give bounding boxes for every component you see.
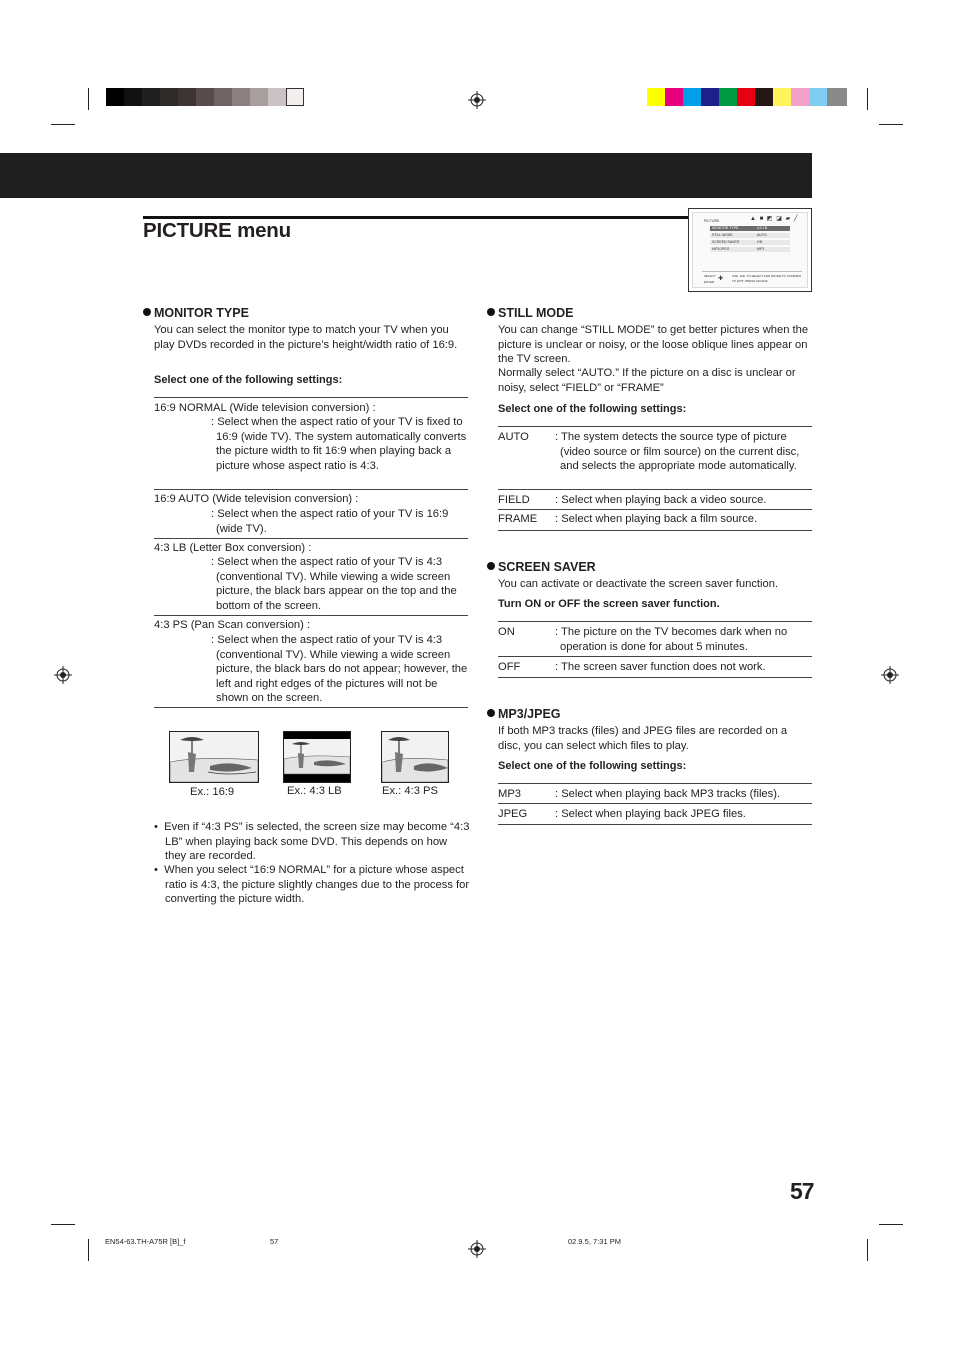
example-16-9-caption: Ex.: 16:9 — [190, 786, 235, 798]
jpeg-desc: : Select when playing back JPEG files. — [555, 808, 746, 820]
osd-row: STILL MODE AUTO — [710, 233, 790, 238]
jpeg-key: JPEG — [498, 808, 528, 820]
option-16-9-normal-head: 16:9 NORMAL (Wide television conversion) : — [154, 402, 376, 414]
table-rule — [154, 538, 468, 539]
still-mode-intro: You can change “STILL MODE” to get better pictures when the picture is unclear or noisy, or the loose oblique lines appear on the TV screen. — [498, 324, 809, 365]
screen-saver-on-desc: : The picture on the TV becomes dark when no operation is done for about 5 minutes. — [555, 626, 788, 653]
option-4-3-lb-desc: : Select when the aspect ratio of your TV is 4:3 (conventional TV). While viewing a wide screen picture, the black bars appear on the top and the bottom of the screen. — [211, 556, 457, 612]
color-swatch — [791, 88, 809, 106]
beach-scene-icon — [170, 732, 258, 782]
color-swatch — [773, 88, 791, 106]
table-rule — [498, 656, 812, 657]
table-rule — [498, 783, 812, 784]
screen-saver-heading: SCREEN SAVER — [487, 560, 596, 574]
page-number: 57 — [790, 1178, 814, 1204]
gray-swatch — [214, 88, 232, 106]
screen-saver-on-key: ON — [498, 626, 515, 638]
example-4-3-lb-image — [283, 731, 351, 783]
table-rule — [498, 509, 812, 510]
monitor-type-select-label: Select one of the following settings: — [154, 374, 343, 386]
crop-mark — [51, 124, 75, 125]
table-rule — [154, 397, 468, 398]
gray-swatch — [232, 88, 250, 106]
crop-mark — [879, 1224, 903, 1225]
table-rule — [498, 824, 812, 825]
gray-swatch — [124, 88, 142, 106]
table-rule — [498, 426, 812, 427]
page-title: PICTURE menu — [143, 219, 291, 242]
gray-swatch — [196, 88, 214, 106]
option-4-3-lb-head: 4:3 LB (Letter Box conversion) : — [154, 542, 312, 554]
osd-row: SCREEN SAVER ON — [710, 240, 790, 245]
example-4-3-ps-image — [381, 731, 449, 783]
osd-icons: ▲ ■ ◩ ◪ ▰ ╱ — [750, 216, 799, 222]
crop-mark — [88, 1239, 89, 1261]
still-mode-auto-desc: : The system detects the source type of picture (video source or film source) on the current disc, and selects the appropriate mode automatically. — [555, 431, 800, 472]
table-rule — [498, 677, 812, 678]
example-4-3-lb-caption: Ex.: 4:3 LB — [287, 785, 342, 797]
option-4-3-ps-head: 4:3 PS (Pan Scan conversion) : — [154, 619, 311, 631]
mp3-key: MP3 — [498, 788, 522, 800]
table-rule — [498, 489, 812, 490]
gray-swatch — [250, 88, 268, 106]
bullet-icon — [487, 562, 495, 570]
crop-mark — [51, 1224, 75, 1225]
gray-swatch — [106, 88, 124, 106]
footer-date: 02.9.5, 7:31 PM — [568, 1237, 621, 1246]
mp3-jpeg-heading: MP3/JPEG — [487, 707, 561, 721]
gray-swatch — [178, 88, 196, 106]
still-mode-heading: STILL MODE — [487, 306, 573, 320]
still-mode-frame-key: FRAME — [498, 513, 538, 525]
note-item: • When you select “16:9 NORMAL” for a picture whose aspect ratio is 4:3, the picture slightly changes due to the process for converting the picture width. — [154, 864, 470, 905]
screen-saver-intro: You can activate or deactivate the screen saver function. — [498, 578, 779, 590]
screen-saver-off-desc: : The screen saver function does not work. — [555, 661, 766, 673]
crop-mark — [88, 88, 89, 110]
beach-scene-icon — [284, 732, 350, 782]
example-16-9-image — [169, 731, 259, 783]
option-16-9-auto-head: 16:9 AUTO (Wide television conversion) : — [154, 493, 359, 505]
table-rule — [498, 803, 812, 804]
color-swatch — [755, 88, 773, 106]
still-mode-frame-desc: : Select when playing back a film source. — [555, 513, 758, 525]
screen-saver-select-label: Turn ON or OFF the screen saver function. — [498, 598, 720, 610]
screen-saver-off-key: OFF — [498, 661, 521, 673]
registration-mark-icon — [54, 666, 72, 684]
crop-mark — [879, 124, 903, 125]
mp3-desc: : Select when playing back MP3 tracks (files). — [555, 788, 781, 800]
gray-swatch — [268, 88, 286, 106]
still-mode-intro-2: Normally select “AUTO.” If the picture on a disc is unclear or noisy, select “FIELD” or “FRAME” — [498, 367, 796, 394]
mp3-jpeg-select-label: Select one of the following settings: — [498, 760, 687, 772]
osd-row: MONITOR TYPE 4:3 LB — [710, 226, 790, 231]
option-16-9-auto-desc: : Select when the aspect ratio of your TV is 16:9 (wide TV). — [211, 508, 449, 535]
crop-mark — [867, 88, 868, 110]
color-swatch — [737, 88, 755, 106]
still-mode-field-desc: : Select when playing back a video source. — [555, 494, 767, 506]
table-rule — [498, 621, 812, 622]
table-rule — [498, 530, 812, 531]
option-4-3-ps-desc: : Select when the aspect ratio of your TV is 4:3 (conventional TV). While viewing a wide screen picture, the black bars do not appear; however, the left and right edges of the pictures will not be shown on the screen. — [211, 634, 468, 704]
still-mode-select-label: Select one of the following settings: — [498, 403, 687, 415]
color-swatch — [827, 88, 847, 106]
footer-page: 57 — [270, 1237, 279, 1246]
color-swatch — [809, 88, 827, 106]
color-swatch — [719, 88, 737, 106]
color-swatch — [683, 88, 701, 106]
osd-title: PICTURE — [704, 219, 720, 223]
registration-mark-icon — [468, 91, 486, 109]
bullet-icon — [487, 709, 495, 717]
note-item: • Even if “4:3 PS” is selected, the screen size may become “4:3 LB” when playing back some DVD. This depends on how they are recorded. — [154, 821, 470, 862]
osd-menu-screenshot: ▲ ■ ◩ ◪ ▰ ╱ PICTURE MONITOR TYPE 4:3 LB STILL MODE AUTO SCREEN SAVER ON MP3/JPEG MP3 SELECT ENTER ✚ USE ◄/► TO SELECT AND ENTER TO CONFIRM TO EXIT, PRESS CHOICE — [688, 208, 812, 292]
header-bar — [0, 153, 812, 198]
table-rule — [154, 707, 468, 708]
still-mode-field-key: FIELD — [498, 494, 530, 506]
crop-mark — [867, 1239, 868, 1261]
osd-dpad-icon: ✚ — [718, 276, 724, 282]
osd-footer-divider — [702, 271, 802, 272]
bullet-icon — [487, 308, 495, 316]
color-swatch — [701, 88, 719, 106]
footer-file: EN54-63.TH-A75R [B]_f — [105, 1237, 186, 1246]
option-16-9-normal-desc: : Select when the aspect ratio of your TV is fixed to 16:9 (wide TV). The system automatically converts the picture width to fit 16:9 when playing back a picture whose aspect ratio is 4:3. — [211, 416, 467, 472]
monitor-type-heading: MONITOR TYPE — [143, 306, 249, 320]
still-mode-auto-key: AUTO — [498, 431, 529, 443]
gray-swatch — [160, 88, 178, 106]
registration-mark-icon — [468, 1240, 486, 1258]
osd-row: MP3/JPEG MP3 — [710, 247, 790, 252]
registration-mark-icon — [881, 666, 899, 684]
bullet-icon — [143, 308, 151, 316]
color-swatch — [647, 88, 665, 106]
gray-swatch — [142, 88, 160, 106]
table-rule — [154, 489, 468, 490]
mp3-jpeg-intro: If both MP3 tracks (files) and JPEG files are recorded on a disc, you can select which files to play. — [498, 725, 788, 752]
example-4-3-ps-caption: Ex.: 4:3 PS — [382, 785, 438, 797]
color-swatch — [665, 88, 683, 106]
table-rule — [154, 615, 468, 616]
beach-scene-icon — [382, 732, 448, 782]
gray-swatch — [286, 88, 304, 106]
monitor-type-intro: You can select the monitor type to match your TV when you play DVDs recorded in the picture’s height/width ratio of 16:9. — [154, 324, 458, 351]
